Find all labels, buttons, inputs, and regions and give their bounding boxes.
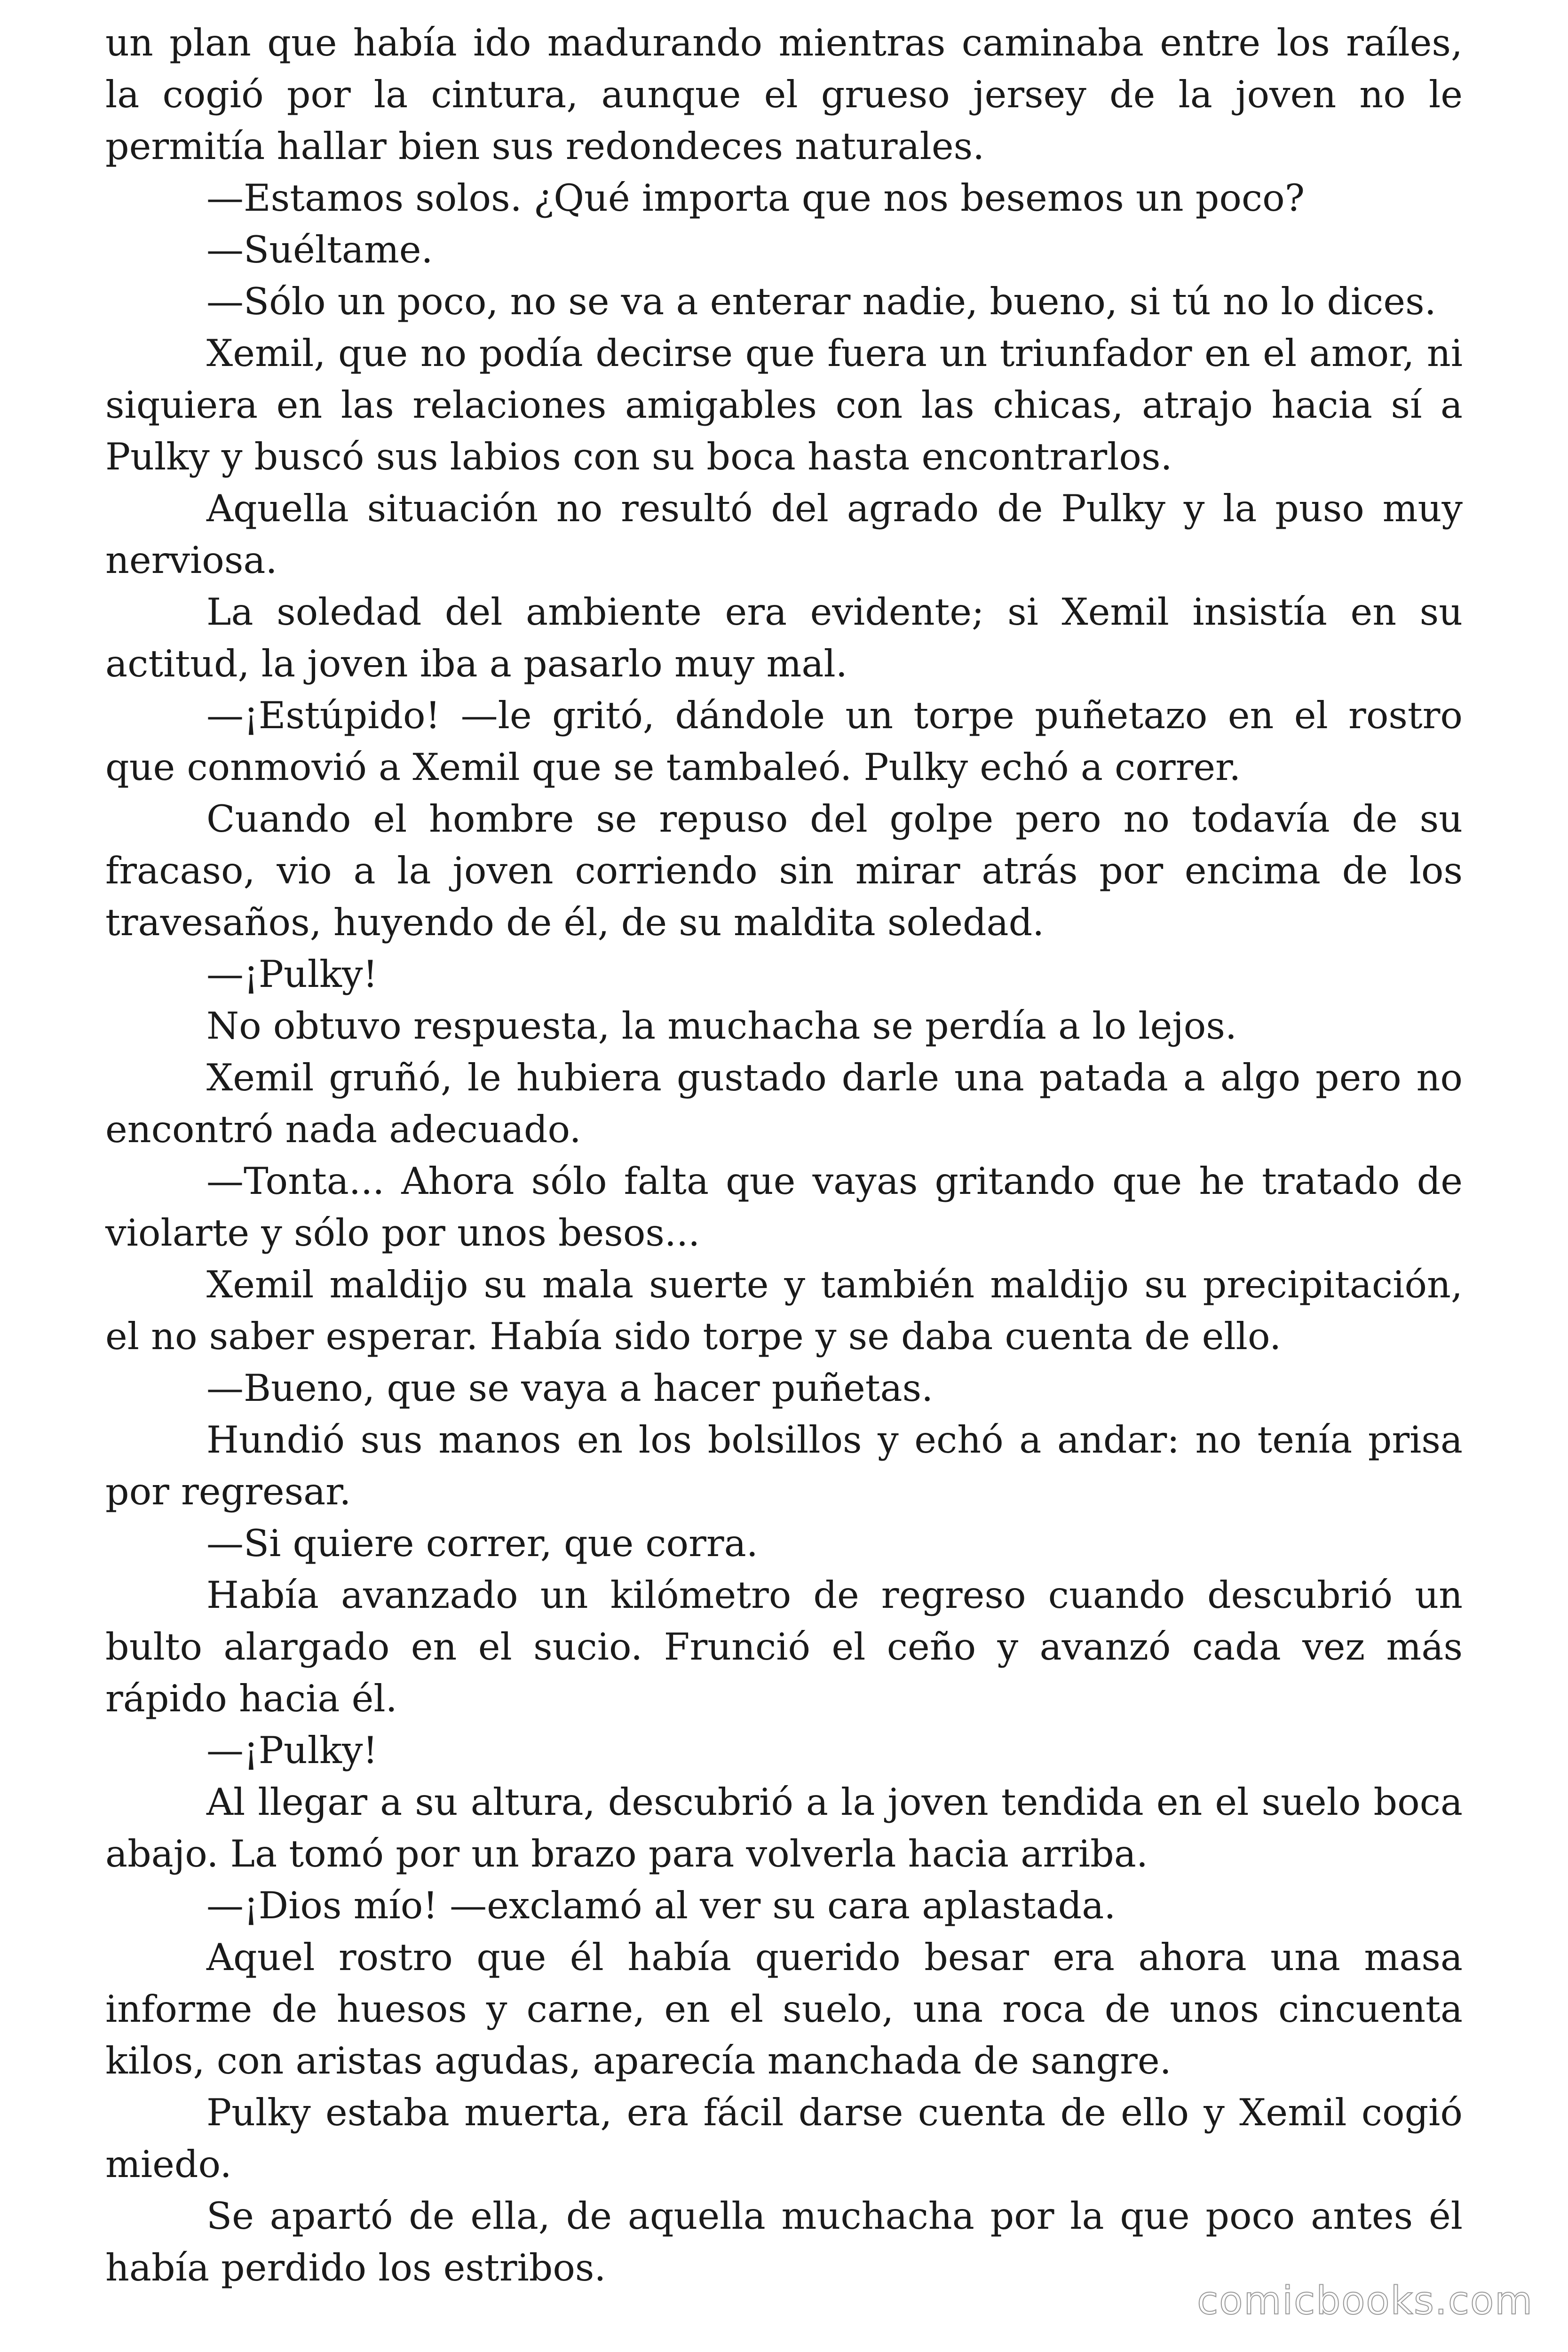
- paragraph: Xemil, que no podía decirse que fuera un triunfador en el amor, ni siquiera en las relaciones amigables con las chicas, atrajo hacia sí a Pulky y buscó sus labios con su boca hasta encontrarlos.: [105, 332, 1463, 478]
- paragraph: Xemil maldijo su mala suerte y también maldijo su precipitación, el no saber esperar. Había sido torpe y se daba cuenta de ello.: [105, 1263, 1463, 1358]
- paragraph: Cuando el hombre se repuso del golpe pero no todavía de su fracaso, vio a la joven corriendo sin mirar atrás por encima de los travesaños, huyendo de él, de su maldita soledad.: [105, 797, 1463, 944]
- paragraph: Xemil gruñó, le hubiera gustado darle una patada a algo pero no encontró nada adecuado.: [105, 1056, 1463, 1151]
- paragraph: —Estamos solos. ¿Qué importa que nos besemos un poco?: [206, 176, 1305, 220]
- paragraph: —¡Estúpido! —le gritó, dándole un torpe puñetazo en el rostro que conmovió a Xemil que se tambaleó. Pulky echó a correr.: [105, 694, 1463, 789]
- paragraph: un plan que había ido madurando mientras caminaba entre los raíles, la cogió por la cintura, aunque el grueso jersey de la joven no le permitía hallar bien sus redondeces naturales.: [105, 21, 1463, 168]
- paragraph: Se apartó de ella, de aquella muchacha por la que poco antes él había perdido los estribos.: [105, 2194, 1463, 2289]
- paragraph: Aquel rostro que él había querido besar era ahora una masa informe de huesos y carne, en el suelo, una roca de unos cincuenta kilos, con aristas agudas, aparecía manchada de sangre.: [105, 1936, 1463, 2082]
- paragraph: —Sólo un poco, no se va a enterar nadie, bueno, si tú no lo dices.: [206, 280, 1436, 323]
- paragraph: Había avanzado un kilómetro de regreso cuando descubrió un bulto alargado en el sucio. Frunció el ceño y avanzó cada vez más rápido hacia él.: [105, 1573, 1463, 1720]
- paragraph: La soledad del ambiente era evidente; si Xemil insistía en su actitud, la joven iba a pasarlo muy mal.: [105, 590, 1463, 685]
- paragraph: —Suéltame.: [206, 228, 433, 271]
- paragraph: Pulky estaba muerta, era fácil darse cuenta de ello y Xemil cogió miedo.: [105, 2091, 1463, 2186]
- paragraph: Aquella situación no resultó del agrado de Pulky y la puso muy nerviosa.: [105, 487, 1463, 582]
- paragraph: —Tonta... Ahora sólo falta que vayas gritando que he tratado de violarte y sólo por unos besos...: [105, 1160, 1463, 1255]
- paragraph: —¡Pulky!: [206, 1729, 378, 1772]
- paragraph: —Bueno, que se vaya a hacer puñetas.: [206, 1367, 934, 1410]
- paragraph: No obtuvo respuesta, la muchacha se perdía a lo lejos.: [206, 1004, 1237, 1048]
- body-text: [105, 17, 1463, 2294]
- paragraph: Hundió sus manos en los bolsillos y echó a andar: no tenía prisa por regresar.: [105, 1418, 1463, 1513]
- paragraph: Al llegar a su altura, descubrió a la joven tendida en el suelo boca abajo. La tomó por un brazo para volverla hacia arriba.: [105, 1780, 1463, 1875]
- paragraph: —¡Dios mío! —exclamó al ver su cara aplastada.: [206, 1884, 1116, 1927]
- paragraph: —Si quiere correr, que corra.: [206, 1522, 758, 1565]
- paragraph: —¡Pulky!: [206, 953, 378, 996]
- watermark: comicbooks.com: [1197, 2279, 1533, 2323]
